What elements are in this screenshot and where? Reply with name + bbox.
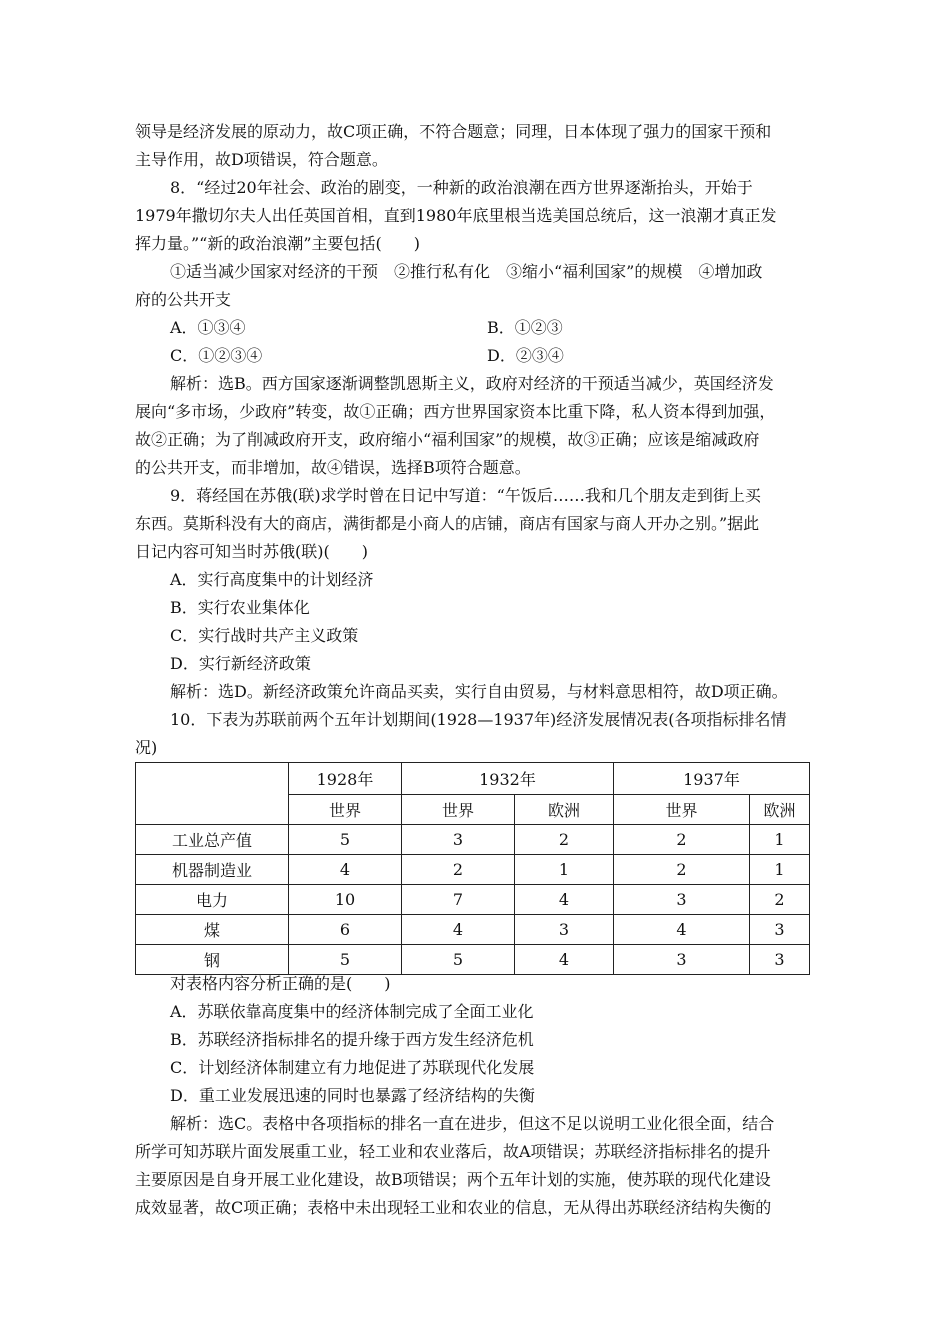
table-cell: 3 bbox=[750, 915, 810, 945]
table-cell: 4 bbox=[289, 855, 402, 885]
text-line: 主导作用，故D项错误，符合题意。 bbox=[135, 150, 388, 169]
table-corner-cell bbox=[136, 763, 289, 825]
table-row bbox=[136, 825, 810, 855]
table-cell: 2 bbox=[515, 825, 614, 855]
option-b: B．实行农业集体化 bbox=[170, 598, 310, 617]
table-row bbox=[136, 915, 810, 945]
table-cell: 3 bbox=[750, 945, 810, 975]
option-c: C．计划经济体制建立有力地促进了苏联现代化发展 bbox=[170, 1058, 535, 1077]
table-cell: 5 bbox=[289, 945, 402, 975]
table-cell: 4 bbox=[515, 885, 614, 915]
option-c: C．①②③④ bbox=[170, 346, 263, 365]
table-cell: 4 bbox=[402, 915, 515, 945]
text-line: 成效显著，故C项正确；表格中未出现轻工业和农业的信息，无从得出苏联经济结构失衡的 bbox=[135, 1198, 772, 1217]
table-cell: 3 bbox=[614, 945, 750, 975]
table-cell: 2 bbox=[614, 825, 750, 855]
text-line: 展向“多市场，少政府”转变，故①正确；西方世界国家资本比重下降，私人资本得到加强， bbox=[135, 402, 776, 421]
table-row bbox=[136, 945, 810, 975]
region-header: 欧洲 bbox=[750, 795, 810, 825]
text-line: 1979年撒切尔夫人出任英国首相，直到1980年底里根当选美国总统后，这一浪潮才真正发 bbox=[135, 206, 777, 225]
region-header: 世界 bbox=[614, 795, 750, 825]
row-label: 机器制造业 bbox=[136, 855, 289, 885]
option-a: A．①③④ bbox=[170, 318, 246, 337]
text-line: ①适当减少国家对经济的干预 ②推行私有化 ③缩小“福利国家”的规模 ④增加政 bbox=[170, 262, 763, 281]
row-label: 煤 bbox=[136, 915, 289, 945]
row-label: 工业总产值 bbox=[136, 825, 289, 855]
answer-explanation: 解析：选B。西方国家逐渐调整凯恩斯主义，政府对经济的干预适当减少，英国经济发 bbox=[170, 374, 774, 393]
answer-explanation: 解析：选C。表格中各项指标的排名一直在进步，但这不足以说明工业化很全面，结合 bbox=[170, 1114, 775, 1133]
table-cell: 2 bbox=[402, 855, 515, 885]
region-header: 欧洲 bbox=[515, 795, 614, 825]
table-row bbox=[136, 855, 810, 885]
table-row bbox=[136, 885, 810, 915]
question-10-prompt: 对表格内容分析正确的是( ) bbox=[170, 974, 391, 993]
question-9-stem: 9．蒋经国在苏俄(联)求学时曾在日记中写道：“午饭后……我和几个朋友走到街上买 bbox=[170, 486, 761, 505]
text-line: 挥力量。”“新的政治浪潮”主要包括( ) bbox=[135, 234, 421, 253]
table-header-row bbox=[136, 763, 810, 795]
table-cell: 1 bbox=[515, 855, 614, 885]
table-cell: 2 bbox=[750, 885, 810, 915]
option-a: A．苏联依靠高度集中的经济体制完成了全面工业化 bbox=[170, 1002, 534, 1021]
question-8-stem: 8．“经过20年社会、政治的剧变，一种新的政治浪潮在西方世界逐渐抬头，开始于 bbox=[170, 178, 753, 197]
table-cell: 3 bbox=[515, 915, 614, 945]
text-line: 日记内容可知当时苏俄(联)( ) bbox=[135, 542, 368, 561]
table-cell: 3 bbox=[614, 885, 750, 915]
table-cell: 3 bbox=[402, 825, 515, 855]
option-d: D．②③④ bbox=[487, 346, 564, 365]
table-cell: 7 bbox=[402, 885, 515, 915]
option-d: D．重工业发展迅速的同时也暴露了经济结构的失衡 bbox=[170, 1086, 535, 1105]
text-line: 况) bbox=[135, 738, 158, 757]
text-line: 的公共开支，而非增加，故④错误，选择B项符合题意。 bbox=[135, 458, 531, 477]
text-line: 故②正确；为了削减政府开支，政府缩小“福利国家”的规模，故③正确；应该是缩减政府 bbox=[135, 430, 760, 449]
table-cell: 10 bbox=[289, 885, 402, 915]
text-line: 所学可知苏联片面发展重工业，轻工业和农业落后，故A项错误；苏联经济指标排名的提升 bbox=[135, 1142, 771, 1161]
question-10-stem: 10．下表为苏联前两个五年计划期间(1928—1937年)经济发展情况表(各项指标排名情 bbox=[170, 710, 787, 729]
table-cell: 6 bbox=[289, 915, 402, 945]
option-c: C．实行战时共产主义政策 bbox=[170, 626, 359, 645]
region-header: 世界 bbox=[402, 795, 515, 825]
table-cell: 2 bbox=[614, 855, 750, 885]
text-line: 东西。莫斯科没有大的商店，满街都是小商人的店铺，商店有国家与商人开办之别。”据此 bbox=[135, 514, 760, 533]
year-header: 1932年 bbox=[402, 763, 614, 795]
table-cell: 5 bbox=[289, 825, 402, 855]
option-b: B．苏联经济指标排名的提升缘于西方发生经济危机 bbox=[170, 1030, 534, 1049]
row-label: 电力 bbox=[136, 885, 289, 915]
option-b: B．①②③ bbox=[487, 318, 563, 337]
ranking-table bbox=[135, 762, 810, 975]
table-cell: 1 bbox=[750, 855, 810, 885]
region-header: 世界 bbox=[289, 795, 402, 825]
text-line: 主要原因是自身开展工业化建设，故B项错误；两个五年计划的实施，使苏联的现代化建设 bbox=[135, 1170, 771, 1189]
answer-explanation: 解析：选D。新经济政策允许商品买卖，实行自由贸易，与材料意思相符，故D项正确。 bbox=[170, 682, 788, 701]
row-label: 钢 bbox=[136, 945, 289, 975]
year-header: 1937年 bbox=[614, 763, 810, 795]
text-line: 领导是经济发展的原动力，故C项正确，不符合题意；同理，日本体现了强力的国家干预和 bbox=[135, 122, 772, 141]
option-d: D．实行新经济政策 bbox=[170, 654, 311, 673]
table-cell: 5 bbox=[402, 945, 515, 975]
table-cell: 4 bbox=[515, 945, 614, 975]
table-cell: 1 bbox=[750, 825, 810, 855]
text-line: 府的公共开支 bbox=[135, 290, 232, 309]
option-a: A．实行高度集中的计划经济 bbox=[170, 570, 374, 589]
year-header: 1928年 bbox=[289, 763, 402, 795]
table-cell: 4 bbox=[614, 915, 750, 945]
